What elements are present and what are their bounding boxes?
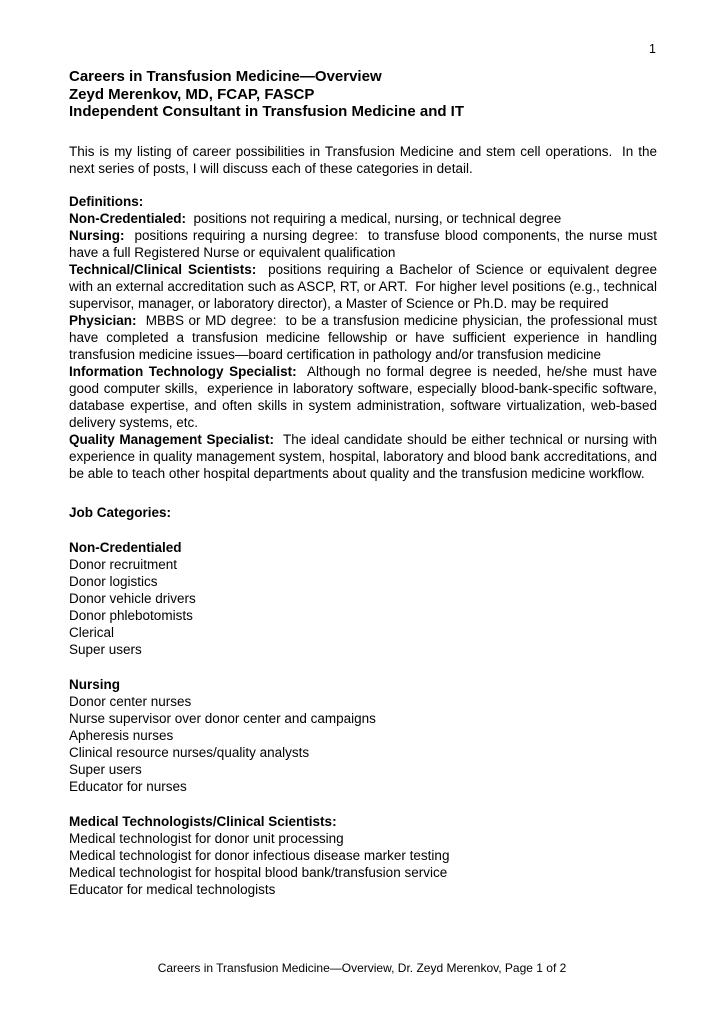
definition-text: The ideal candidate should be either technical or nursing with experience in quality management system, hospital, laboratory and blood bank accreditations, and be able to teach other hospital departments about quality and the transfusion medicine workflow. <box>69 431 661 481</box>
intro-paragraph: This is my listing of career possibilities in Transfusion Medicine and stem cell operations. In the next series of posts, I will discuss each of these categories in detail. <box>69 143 661 176</box>
definition-text: MBBS or MD degree: to be a transfusion medicine physician, the professional must have completed a transfusion medicine fellowship or have sufficient experience in handling transfusion medicine issues—board certification in pathology and/or transfusion medicine <box>69 312 661 362</box>
job-item: Medical technologist for hospital blood bank/transfusion service <box>69 864 448 880</box>
document-body <box>69 68 661 898</box>
job-item: Donor center nurses <box>69 693 192 709</box>
definition-text: positions requiring a Bachelor of Science or equivalent degree with an external accreditation such as ASCP, RT, or ART. For higher level positions (e.g., technical supervisor, manager, or laboratory director), a Master of Science or Ph.D. may be required <box>69 261 661 311</box>
footer-text: Careers in Transfusion Medicine—Overview, Dr. Zeyd Merenkov, Page 1 of 2 <box>157 961 567 975</box>
definition-entry <box>69 210 657 227</box>
definition-term: Nursing: <box>69 227 125 243</box>
job-item: Super users <box>69 641 142 657</box>
job-categories-heading: Job Categories: <box>69 504 172 520</box>
job-item: Medical technologist for donor unit processing <box>69 830 344 846</box>
job-item: Donor vehicle drivers <box>69 590 196 606</box>
job-item: Donor phlebotomists <box>69 607 193 623</box>
definition-entry <box>69 431 661 482</box>
definition-term: Information Technology Specialist: <box>69 363 297 379</box>
definition-term: Technical/Clinical Scientists: <box>69 261 257 277</box>
job-item: Nurse supervisor over donor center and campaigns <box>69 710 376 726</box>
job-group-non-credentialed <box>69 539 657 658</box>
job-item: Educator for medical technologists <box>69 881 276 897</box>
job-group-heading: Nursing <box>69 676 121 692</box>
definition-text: Although no formal degree is needed, he/she must have good computer skills, experience in laboratory software, especially blood-bank-specific software, database expertise, and often skills in system administration, software virtualization, web-based delivery systems, etc. <box>69 363 661 430</box>
job-item: Donor recruitment <box>69 556 178 572</box>
job-item: Donor logistics <box>69 573 158 589</box>
title-block <box>69 68 657 121</box>
author-line: Zeyd Merenkov, MD, FCAP, FASCP <box>69 85 315 103</box>
page-number: 1 <box>649 42 656 56</box>
definition-text: positions requiring a nursing degree: to transfuse blood components, the nurse must have a full Registered Nurse or equivalent qualification <box>69 227 661 260</box>
definition-term: Non-Credentialed: <box>69 210 187 226</box>
definition-term: Physician: <box>69 312 137 328</box>
definition-term: Quality Management Specialist: <box>69 431 275 447</box>
job-group-heading: Medical Technologists/Clinical Scientists: <box>69 813 337 829</box>
job-item: Super users <box>69 761 142 777</box>
author-role-line: Independent Consultant in Transfusion Medicine and IT <box>69 103 465 120</box>
definition-entry <box>69 312 661 363</box>
job-item: Clinical resource nurses/quality analysts <box>69 744 310 760</box>
job-group-nursing <box>69 676 657 795</box>
definition-entry <box>69 227 661 261</box>
job-item: Educator for nurses <box>69 778 187 794</box>
job-group-heading: Non-Credentialed <box>69 539 182 555</box>
definitions-section <box>69 193 661 482</box>
definition-text: positions not requiring a medical, nursing, or technical degree <box>186 210 562 226</box>
job-group-medical-technologists <box>69 813 657 898</box>
definitions-heading: Definitions: <box>69 193 144 209</box>
job-item: Clerical <box>69 624 115 640</box>
job-item: Medical technologist for donor infectious disease marker testing <box>69 847 450 863</box>
document-title: Careers in Transfusion Medicine—Overview <box>69 68 382 85</box>
definition-entry <box>69 261 661 312</box>
definition-entry <box>69 363 661 431</box>
job-item: Apheresis nurses <box>69 727 174 743</box>
